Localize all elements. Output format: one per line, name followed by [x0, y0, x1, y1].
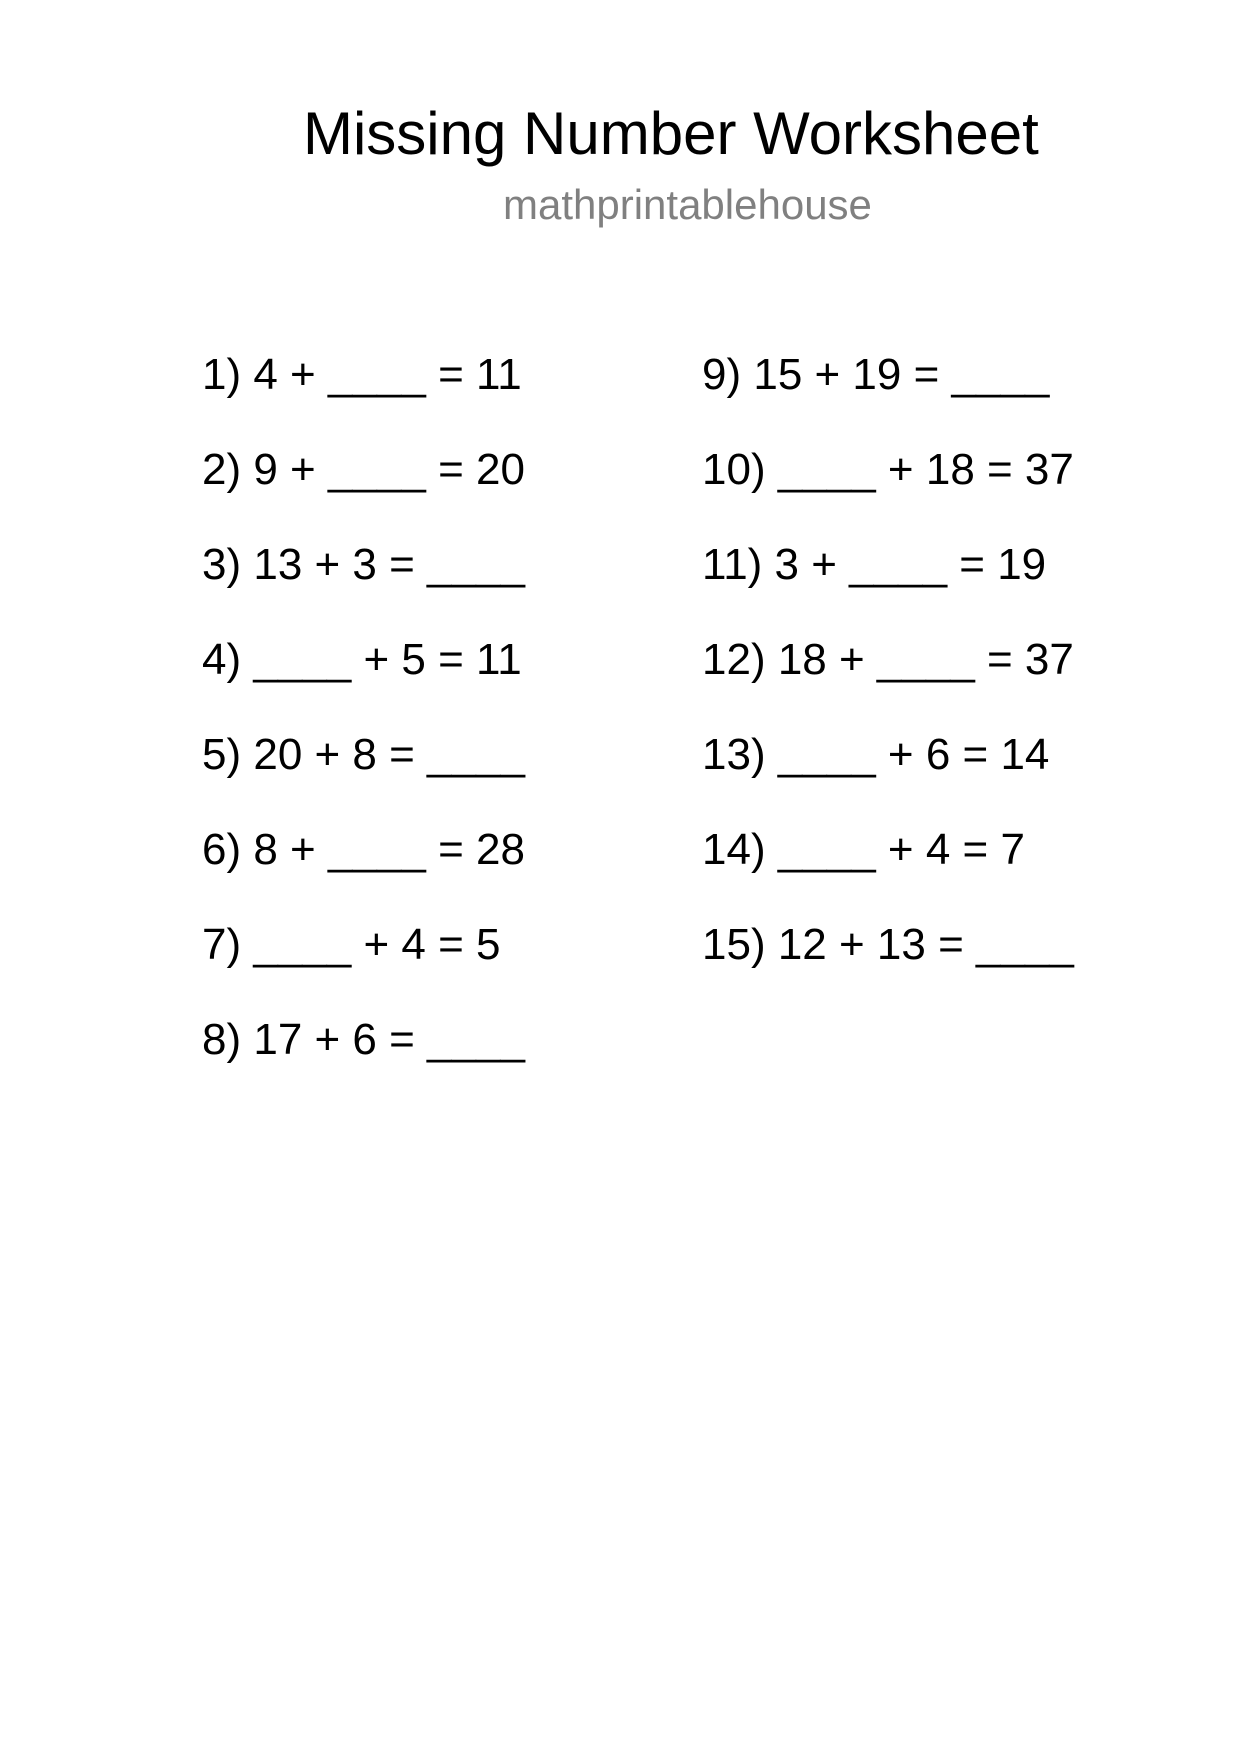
- problem-5: 5) 20 + 8 = ____: [202, 730, 525, 779]
- problem-3: 3) 13 + 3 = ____: [202, 540, 525, 589]
- problem-7: 7) ____ + 4 = 5: [202, 920, 501, 969]
- problem-column-left: [202, 350, 525, 1113]
- page-title: Missing Number Worksheet: [303, 100, 1039, 167]
- page-subtitle: mathprintablehouse: [503, 181, 872, 228]
- problem-13: 13) ____ + 6 = 14: [702, 730, 1050, 779]
- problem-4: 4) ____ + 5 = 11: [202, 635, 522, 684]
- problem-6: 6) 8 + ____ = 28: [202, 825, 525, 874]
- problem-14: 14) ____ + 4 = 7: [702, 825, 1025, 874]
- problem-12: 12) 18 + ____ = 37: [702, 635, 1074, 684]
- problem-2: 2) 9 + ____ = 20: [202, 445, 525, 494]
- problem-9: 9) 15 + 19 = ____: [702, 350, 1050, 399]
- problem-8: 8) 17 + 6 = ____: [202, 1015, 525, 1064]
- problem-10: 10) ____ + 18 = 37: [702, 445, 1074, 494]
- problem-11: 11) 3 + ____ = 19: [702, 540, 1047, 589]
- problem-15: 15) 12 + 13 = ____: [702, 920, 1074, 969]
- problem-1: 1) 4 + ____ = 11: [202, 350, 522, 399]
- problem-column-right: [702, 350, 1074, 1018]
